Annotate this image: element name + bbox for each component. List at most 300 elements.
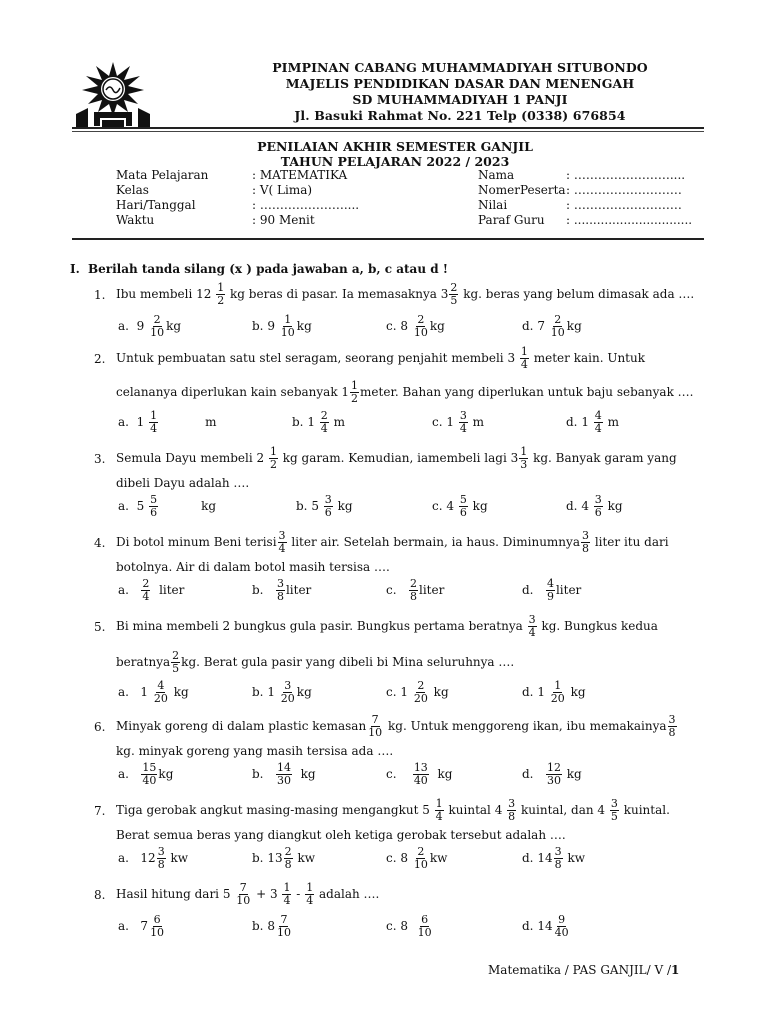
text-segment: kg. beras yang belum dimasak ada …. bbox=[459, 287, 695, 301]
option-a[interactable] bbox=[118, 914, 166, 939]
fraction bbox=[519, 446, 528, 471]
whole-number: 8 bbox=[400, 319, 409, 333]
unit: kg bbox=[437, 767, 453, 781]
fraction bbox=[546, 578, 555, 603]
option-d[interactable] bbox=[522, 314, 582, 339]
unit: kg bbox=[173, 685, 189, 699]
denominator: 20 bbox=[550, 692, 565, 705]
denominator: 5 bbox=[172, 662, 180, 675]
option-a[interactable] bbox=[118, 410, 216, 435]
fraction bbox=[216, 282, 225, 307]
fraction bbox=[149, 410, 158, 435]
text-segment: Minyak goreng di dalam plastic kemasan bbox=[116, 719, 367, 733]
text-segment: meter kain. Untuk bbox=[533, 351, 645, 365]
option-letter: d. bbox=[566, 415, 578, 429]
unit: liter bbox=[159, 583, 185, 597]
numerator: 2 bbox=[417, 845, 425, 858]
numerator: 3 bbox=[528, 613, 536, 626]
numerator: 6 bbox=[153, 913, 161, 926]
denominator: 4 bbox=[320, 422, 328, 435]
numerator: 2 bbox=[417, 313, 425, 326]
numerator: 6 bbox=[421, 913, 429, 926]
info-label-subject: Mata Pelajaran bbox=[116, 168, 209, 182]
option-letter: b. bbox=[252, 583, 264, 597]
option-a[interactable] bbox=[118, 762, 173, 787]
whole-number: 1 bbox=[581, 415, 589, 429]
numerator: 7 bbox=[280, 913, 288, 926]
question-text-line2: kg. minyak goreng yang masih tersisa ada …. bbox=[116, 744, 394, 758]
option-a[interactable] bbox=[118, 494, 216, 519]
unit: kg bbox=[433, 685, 449, 699]
numerator: 1 bbox=[554, 679, 562, 692]
text-segment: kuintal 4 bbox=[448, 803, 503, 817]
info-label-signature: Paraf Guru bbox=[478, 213, 545, 227]
question-text-line2: botolnya. Air di dalam botol masih tersisa …. bbox=[116, 560, 390, 574]
option-letter: b. bbox=[292, 415, 304, 429]
denominator: 8 bbox=[276, 590, 284, 603]
denominator: 6 bbox=[459, 506, 467, 519]
option-c[interactable] bbox=[432, 410, 484, 435]
denominator: 5 bbox=[610, 810, 618, 823]
fraction bbox=[305, 882, 314, 907]
numerator: 1 bbox=[306, 881, 314, 894]
denominator: 4 bbox=[528, 626, 536, 639]
unit: kg bbox=[158, 767, 174, 781]
option-a[interactable] bbox=[118, 680, 189, 705]
fraction bbox=[324, 494, 333, 519]
numerator: 2 bbox=[172, 649, 180, 662]
option-letter: b. bbox=[252, 319, 264, 333]
option-letter: a. bbox=[118, 851, 129, 865]
option-letter: a. bbox=[118, 685, 129, 699]
option-b[interactable] bbox=[252, 578, 311, 603]
option-b[interactable] bbox=[252, 314, 312, 339]
question-number: 7. bbox=[94, 804, 106, 818]
org-name: PIMPINAN CABANG MUHAMMADIYAH SITUBONDO bbox=[272, 60, 648, 75]
option-d[interactable] bbox=[566, 494, 623, 519]
whole-number: 5 bbox=[136, 499, 145, 513]
unit: kg bbox=[300, 767, 316, 781]
numerator: 14 bbox=[276, 761, 291, 774]
question-text bbox=[116, 346, 698, 371]
option-c[interactable] bbox=[386, 680, 449, 705]
numerator: 3 bbox=[668, 713, 676, 726]
denominator: 20 bbox=[413, 692, 428, 705]
option-letter: a. bbox=[118, 415, 129, 429]
question-text bbox=[116, 446, 698, 471]
denominator: 10 bbox=[236, 894, 251, 907]
denominator: 8 bbox=[284, 858, 292, 871]
unit: kg bbox=[337, 499, 353, 513]
option-a[interactable] bbox=[118, 846, 188, 871]
option-c[interactable] bbox=[386, 846, 447, 871]
fraction bbox=[459, 494, 468, 519]
denominator: 4 bbox=[283, 894, 291, 907]
text-segment: celananya diperlukan kain sebanyak 1 bbox=[116, 385, 350, 399]
numerator: 4 bbox=[594, 409, 602, 422]
text-segment: Semula Dayu membeli 2 bbox=[116, 451, 265, 465]
numerator: 5 bbox=[459, 493, 467, 506]
info-rule bbox=[72, 238, 704, 240]
question-number: 4. bbox=[94, 536, 106, 550]
option-letter: a. bbox=[118, 919, 129, 933]
denominator: 10 bbox=[276, 926, 291, 939]
unit: kg bbox=[607, 499, 623, 513]
text-segment: Di botol minum Beni terisi bbox=[116, 535, 277, 549]
unit: m bbox=[333, 415, 346, 429]
numerator: 3 bbox=[284, 679, 292, 692]
text-segment: kuintal. bbox=[623, 803, 670, 817]
unit: kg bbox=[296, 685, 312, 699]
denominator: 2 bbox=[269, 458, 277, 471]
whole-number: 1 bbox=[136, 415, 145, 429]
question-text bbox=[116, 614, 698, 639]
option-a[interactable] bbox=[118, 578, 184, 603]
fraction bbox=[668, 714, 677, 739]
question-number: 2. bbox=[94, 352, 106, 366]
fraction bbox=[282, 882, 291, 907]
unit: kg bbox=[566, 767, 582, 781]
council-name: MAJELIS PENDIDIKAN DASAR DAN MENENGAH bbox=[285, 76, 635, 91]
fraction bbox=[594, 410, 603, 435]
page-footer bbox=[488, 963, 679, 977]
option-letter: b. bbox=[252, 685, 264, 699]
denominator: 8 bbox=[668, 726, 676, 739]
whole-number: 7 bbox=[140, 919, 149, 933]
school-address: Jl. Basuki Rahmat No. 221 Telp (0338) 676854 bbox=[294, 108, 626, 123]
whole-number: 4 bbox=[446, 499, 455, 513]
fraction bbox=[409, 578, 418, 603]
whole-number: 8 bbox=[400, 919, 409, 933]
denominator: 2 bbox=[217, 294, 225, 307]
denominator: 30 bbox=[546, 774, 561, 787]
denominator: 8 bbox=[410, 590, 417, 603]
option-letter: c. bbox=[386, 767, 397, 781]
option-letter: c. bbox=[386, 319, 397, 333]
numerator: 4 bbox=[546, 577, 554, 590]
whole-number: 1 bbox=[537, 685, 545, 699]
denominator: 4 bbox=[306, 894, 314, 907]
text-segment: kg. Bungkus kedua bbox=[541, 619, 658, 633]
option-c[interactable] bbox=[386, 762, 452, 787]
text-segment: kg. Berat gula pasir yang dibeli bi Mina seluruhnya …. bbox=[181, 655, 515, 669]
section-numeral: I. bbox=[70, 262, 80, 276]
unit: kg bbox=[429, 319, 445, 333]
fraction bbox=[449, 282, 458, 307]
fraction bbox=[320, 410, 329, 435]
fraction bbox=[413, 680, 429, 705]
denominator: 20 bbox=[153, 692, 168, 705]
denominator: 9 bbox=[546, 590, 554, 603]
text-segment: Tiga gerobak angkut masing-masing mengangkut 5 bbox=[116, 803, 430, 817]
denominator: 2 bbox=[351, 392, 359, 405]
exam-year: TAHUN PELAJARAN 2022 / 2023 bbox=[280, 154, 510, 169]
denominator: 8 bbox=[508, 810, 516, 823]
denominator: 6 bbox=[150, 506, 158, 519]
question-number: 6. bbox=[94, 720, 106, 734]
denominator: 4 bbox=[435, 810, 443, 823]
fraction bbox=[276, 578, 285, 603]
fraction bbox=[417, 914, 433, 939]
fraction bbox=[581, 530, 590, 555]
option-letter: c. bbox=[386, 919, 397, 933]
info-value-class: : V( Lima) bbox=[252, 183, 313, 197]
option-b[interactable] bbox=[296, 494, 353, 519]
numerator: 2 bbox=[142, 577, 150, 590]
unit: kg bbox=[296, 319, 312, 333]
fraction bbox=[350, 380, 359, 405]
fraction bbox=[610, 798, 619, 823]
question-text bbox=[116, 798, 698, 823]
numerator: 3 bbox=[276, 577, 284, 590]
text-segment: beratnya bbox=[116, 655, 171, 669]
fraction bbox=[141, 578, 150, 603]
question-text-line2: Berat semua beras yang diangkut oleh ketiga gerobak tersebut adalah …. bbox=[116, 828, 566, 842]
fraction bbox=[171, 650, 180, 675]
info-value-score: : ……………………… bbox=[566, 198, 682, 212]
numerator: 1 bbox=[520, 445, 528, 458]
numerator: 4 bbox=[157, 679, 165, 692]
denominator: 40 bbox=[413, 774, 428, 787]
numerator: 1 bbox=[284, 313, 292, 326]
denominator: 10 bbox=[280, 326, 295, 339]
numerator: 12 bbox=[546, 761, 561, 774]
fraction bbox=[520, 346, 529, 371]
unit: kw bbox=[567, 851, 585, 865]
text-segment: - bbox=[296, 887, 301, 901]
option-letter: a. bbox=[118, 583, 129, 597]
option-letter: d. bbox=[566, 499, 578, 513]
numerator: 3 bbox=[594, 493, 602, 506]
numerator: 1 bbox=[150, 409, 158, 422]
numerator: 9 bbox=[558, 913, 566, 926]
fraction bbox=[528, 614, 537, 639]
text-segment: kg beras di pasar. Ia memasaknya 3 bbox=[230, 287, 449, 301]
fraction bbox=[141, 762, 157, 787]
question-number: 1. bbox=[94, 288, 106, 302]
whole-number: 13 bbox=[267, 851, 283, 865]
question-number: 3. bbox=[94, 452, 106, 466]
whole-number: 7 bbox=[537, 319, 545, 333]
option-d[interactable] bbox=[522, 762, 582, 787]
option-letter: c. bbox=[386, 851, 397, 865]
fraction bbox=[280, 680, 296, 705]
denominator: 4 bbox=[150, 422, 158, 435]
numerator: 3 bbox=[157, 845, 165, 858]
numerator: 2 bbox=[284, 845, 292, 858]
denominator: 10 bbox=[368, 726, 383, 739]
denominator: 8 bbox=[554, 858, 562, 871]
numerator: 2 bbox=[410, 577, 417, 590]
text-segment: kg. Banyak garam yang bbox=[533, 451, 677, 465]
question-text-line2: dibeli Dayu adalah …. bbox=[116, 476, 250, 490]
unit: m bbox=[205, 415, 217, 429]
denominator: 10 bbox=[417, 926, 432, 939]
option-a[interactable] bbox=[118, 314, 181, 339]
fraction bbox=[157, 846, 166, 871]
numerator: 3 bbox=[324, 493, 332, 506]
denominator: 40 bbox=[142, 774, 157, 787]
whole-number: 12 bbox=[140, 851, 156, 865]
denominator: 10 bbox=[550, 326, 565, 339]
fraction bbox=[435, 798, 444, 823]
fraction bbox=[276, 914, 292, 939]
whole-number: 5 bbox=[311, 499, 319, 513]
fraction bbox=[278, 530, 287, 555]
option-c[interactable] bbox=[386, 314, 445, 339]
unit: m bbox=[607, 415, 620, 429]
question-number: 8. bbox=[94, 888, 106, 902]
option-letter: b. bbox=[296, 499, 308, 513]
numerator: 15 bbox=[142, 761, 157, 774]
numerator: 3 bbox=[610, 797, 618, 810]
unit: kg bbox=[570, 685, 586, 699]
numerator: 1 bbox=[283, 881, 291, 894]
option-d[interactable] bbox=[522, 846, 585, 871]
fraction bbox=[554, 914, 570, 939]
unit: m bbox=[472, 415, 485, 429]
unit: liter bbox=[419, 583, 445, 597]
option-letter: b. bbox=[252, 767, 264, 781]
numerator: 2 bbox=[554, 313, 562, 326]
whole-number: 1 bbox=[307, 415, 315, 429]
fraction bbox=[235, 882, 251, 907]
option-c[interactable] bbox=[386, 578, 444, 603]
option-letter: c. bbox=[432, 499, 443, 513]
denominator: 10 bbox=[150, 926, 165, 939]
denominator: 10 bbox=[413, 858, 428, 871]
option-b[interactable] bbox=[252, 762, 316, 787]
denominator: 6 bbox=[594, 506, 602, 519]
info-label-date: Hari/Tanggal bbox=[116, 198, 196, 212]
fraction bbox=[284, 846, 293, 871]
denominator: 4 bbox=[520, 358, 528, 371]
denominator: 5 bbox=[450, 294, 458, 307]
unit: liter bbox=[285, 583, 312, 597]
option-d[interactable] bbox=[522, 578, 581, 603]
denominator: 10 bbox=[413, 326, 428, 339]
option-c[interactable] bbox=[432, 494, 488, 519]
info-value-date: : ………………….... bbox=[252, 198, 360, 212]
header-rule-thin bbox=[72, 131, 704, 132]
info-label-time: Waktu bbox=[116, 213, 155, 227]
text-segment: + 3 bbox=[256, 887, 278, 901]
option-letter: d. bbox=[522, 583, 534, 597]
fraction bbox=[149, 914, 165, 939]
numerator: 2 bbox=[450, 281, 458, 294]
question-text bbox=[116, 282, 698, 307]
fraction bbox=[507, 798, 516, 823]
numerator: 7 bbox=[239, 881, 247, 894]
fraction bbox=[149, 314, 165, 339]
option-letter: c. bbox=[432, 415, 443, 429]
option-d[interactable] bbox=[522, 914, 571, 939]
denominator: 4 bbox=[142, 590, 150, 603]
whole-number: 9 bbox=[136, 319, 145, 333]
option-letter: d. bbox=[522, 851, 534, 865]
question-text bbox=[116, 882, 698, 907]
info-value-name: : …………………….... bbox=[566, 168, 686, 182]
numerator: 1 bbox=[269, 445, 277, 458]
fraction bbox=[554, 846, 563, 871]
numerator: 3 bbox=[554, 845, 562, 858]
option-letter: b. bbox=[252, 851, 264, 865]
unit: kg bbox=[201, 499, 217, 513]
denominator: 3 bbox=[520, 458, 528, 471]
option-b[interactable] bbox=[292, 410, 345, 435]
denominator: 4 bbox=[594, 422, 602, 435]
info-label-score: Nilai bbox=[478, 198, 508, 212]
whole-number: 8 bbox=[267, 919, 275, 933]
fraction bbox=[459, 410, 468, 435]
option-b[interactable] bbox=[252, 680, 312, 705]
info-label-class: Kelas bbox=[116, 183, 149, 197]
text-segment: kg. Untuk menggoreng ikan, ibu memakainya bbox=[388, 719, 667, 733]
section-instruction: Berilah tanda silang (x ) pada jawaban a, b, c atau d ! bbox=[87, 262, 449, 276]
question-text-line2 bbox=[116, 380, 698, 405]
numerator: 3 bbox=[459, 409, 467, 422]
numerator: 1 bbox=[520, 345, 528, 358]
unit: kw bbox=[170, 851, 189, 865]
text-segment: kuintal, dan 4 bbox=[521, 803, 606, 817]
whole-number: 1 bbox=[140, 685, 149, 699]
fraction bbox=[367, 714, 383, 739]
info-value-subject: : MATEMATIKA bbox=[252, 168, 348, 182]
denominator: 4 bbox=[459, 422, 467, 435]
fraction bbox=[550, 314, 566, 339]
info-label-name: Nama bbox=[478, 168, 515, 182]
fraction bbox=[280, 314, 296, 339]
numerator: 1 bbox=[351, 379, 359, 392]
numerator: 5 bbox=[150, 493, 158, 506]
text-segment: meter. Bahan yang diperlukan untuk baju sebanyak …. bbox=[360, 385, 694, 399]
numerator: 3 bbox=[581, 529, 589, 542]
whole-number: 4 bbox=[581, 499, 589, 513]
unit: kg bbox=[472, 499, 488, 513]
numerator: 13 bbox=[413, 761, 428, 774]
text-segment: kg garam. Kemudian, iamembeli lagi 3 bbox=[282, 451, 519, 465]
fraction bbox=[276, 762, 292, 787]
text-segment: liter air. Setelah bermain, ia haus. Diminumnya bbox=[291, 535, 580, 549]
option-letter: d. bbox=[522, 319, 534, 333]
question-text-line2 bbox=[116, 650, 698, 675]
unit: kw bbox=[429, 851, 448, 865]
option-letter: c. bbox=[386, 685, 397, 699]
fraction bbox=[413, 846, 429, 871]
fraction bbox=[413, 762, 429, 787]
option-letter: d. bbox=[522, 767, 534, 781]
option-b[interactable] bbox=[252, 846, 315, 871]
numerator: 2 bbox=[320, 409, 328, 422]
option-b[interactable] bbox=[252, 914, 293, 939]
numerator: 2 bbox=[417, 679, 425, 692]
numerator: 7 bbox=[371, 713, 379, 726]
option-d[interactable] bbox=[522, 680, 586, 705]
option-d[interactable] bbox=[566, 410, 619, 435]
option-letter: a. bbox=[118, 767, 129, 781]
numerator: 3 bbox=[508, 797, 516, 810]
denominator: 4 bbox=[278, 542, 286, 555]
question-number: 5. bbox=[94, 620, 106, 634]
info-value-signature: : ............................... bbox=[566, 213, 693, 227]
text-segment: liter itu dari bbox=[594, 535, 669, 549]
option-c[interactable] bbox=[386, 914, 434, 939]
info-label-number: NomerPeserta bbox=[478, 183, 566, 197]
denominator: 6 bbox=[324, 506, 332, 519]
unit: kw bbox=[297, 851, 315, 865]
header-rule bbox=[72, 127, 704, 129]
info-value-time: : 90 Menit bbox=[252, 213, 315, 227]
